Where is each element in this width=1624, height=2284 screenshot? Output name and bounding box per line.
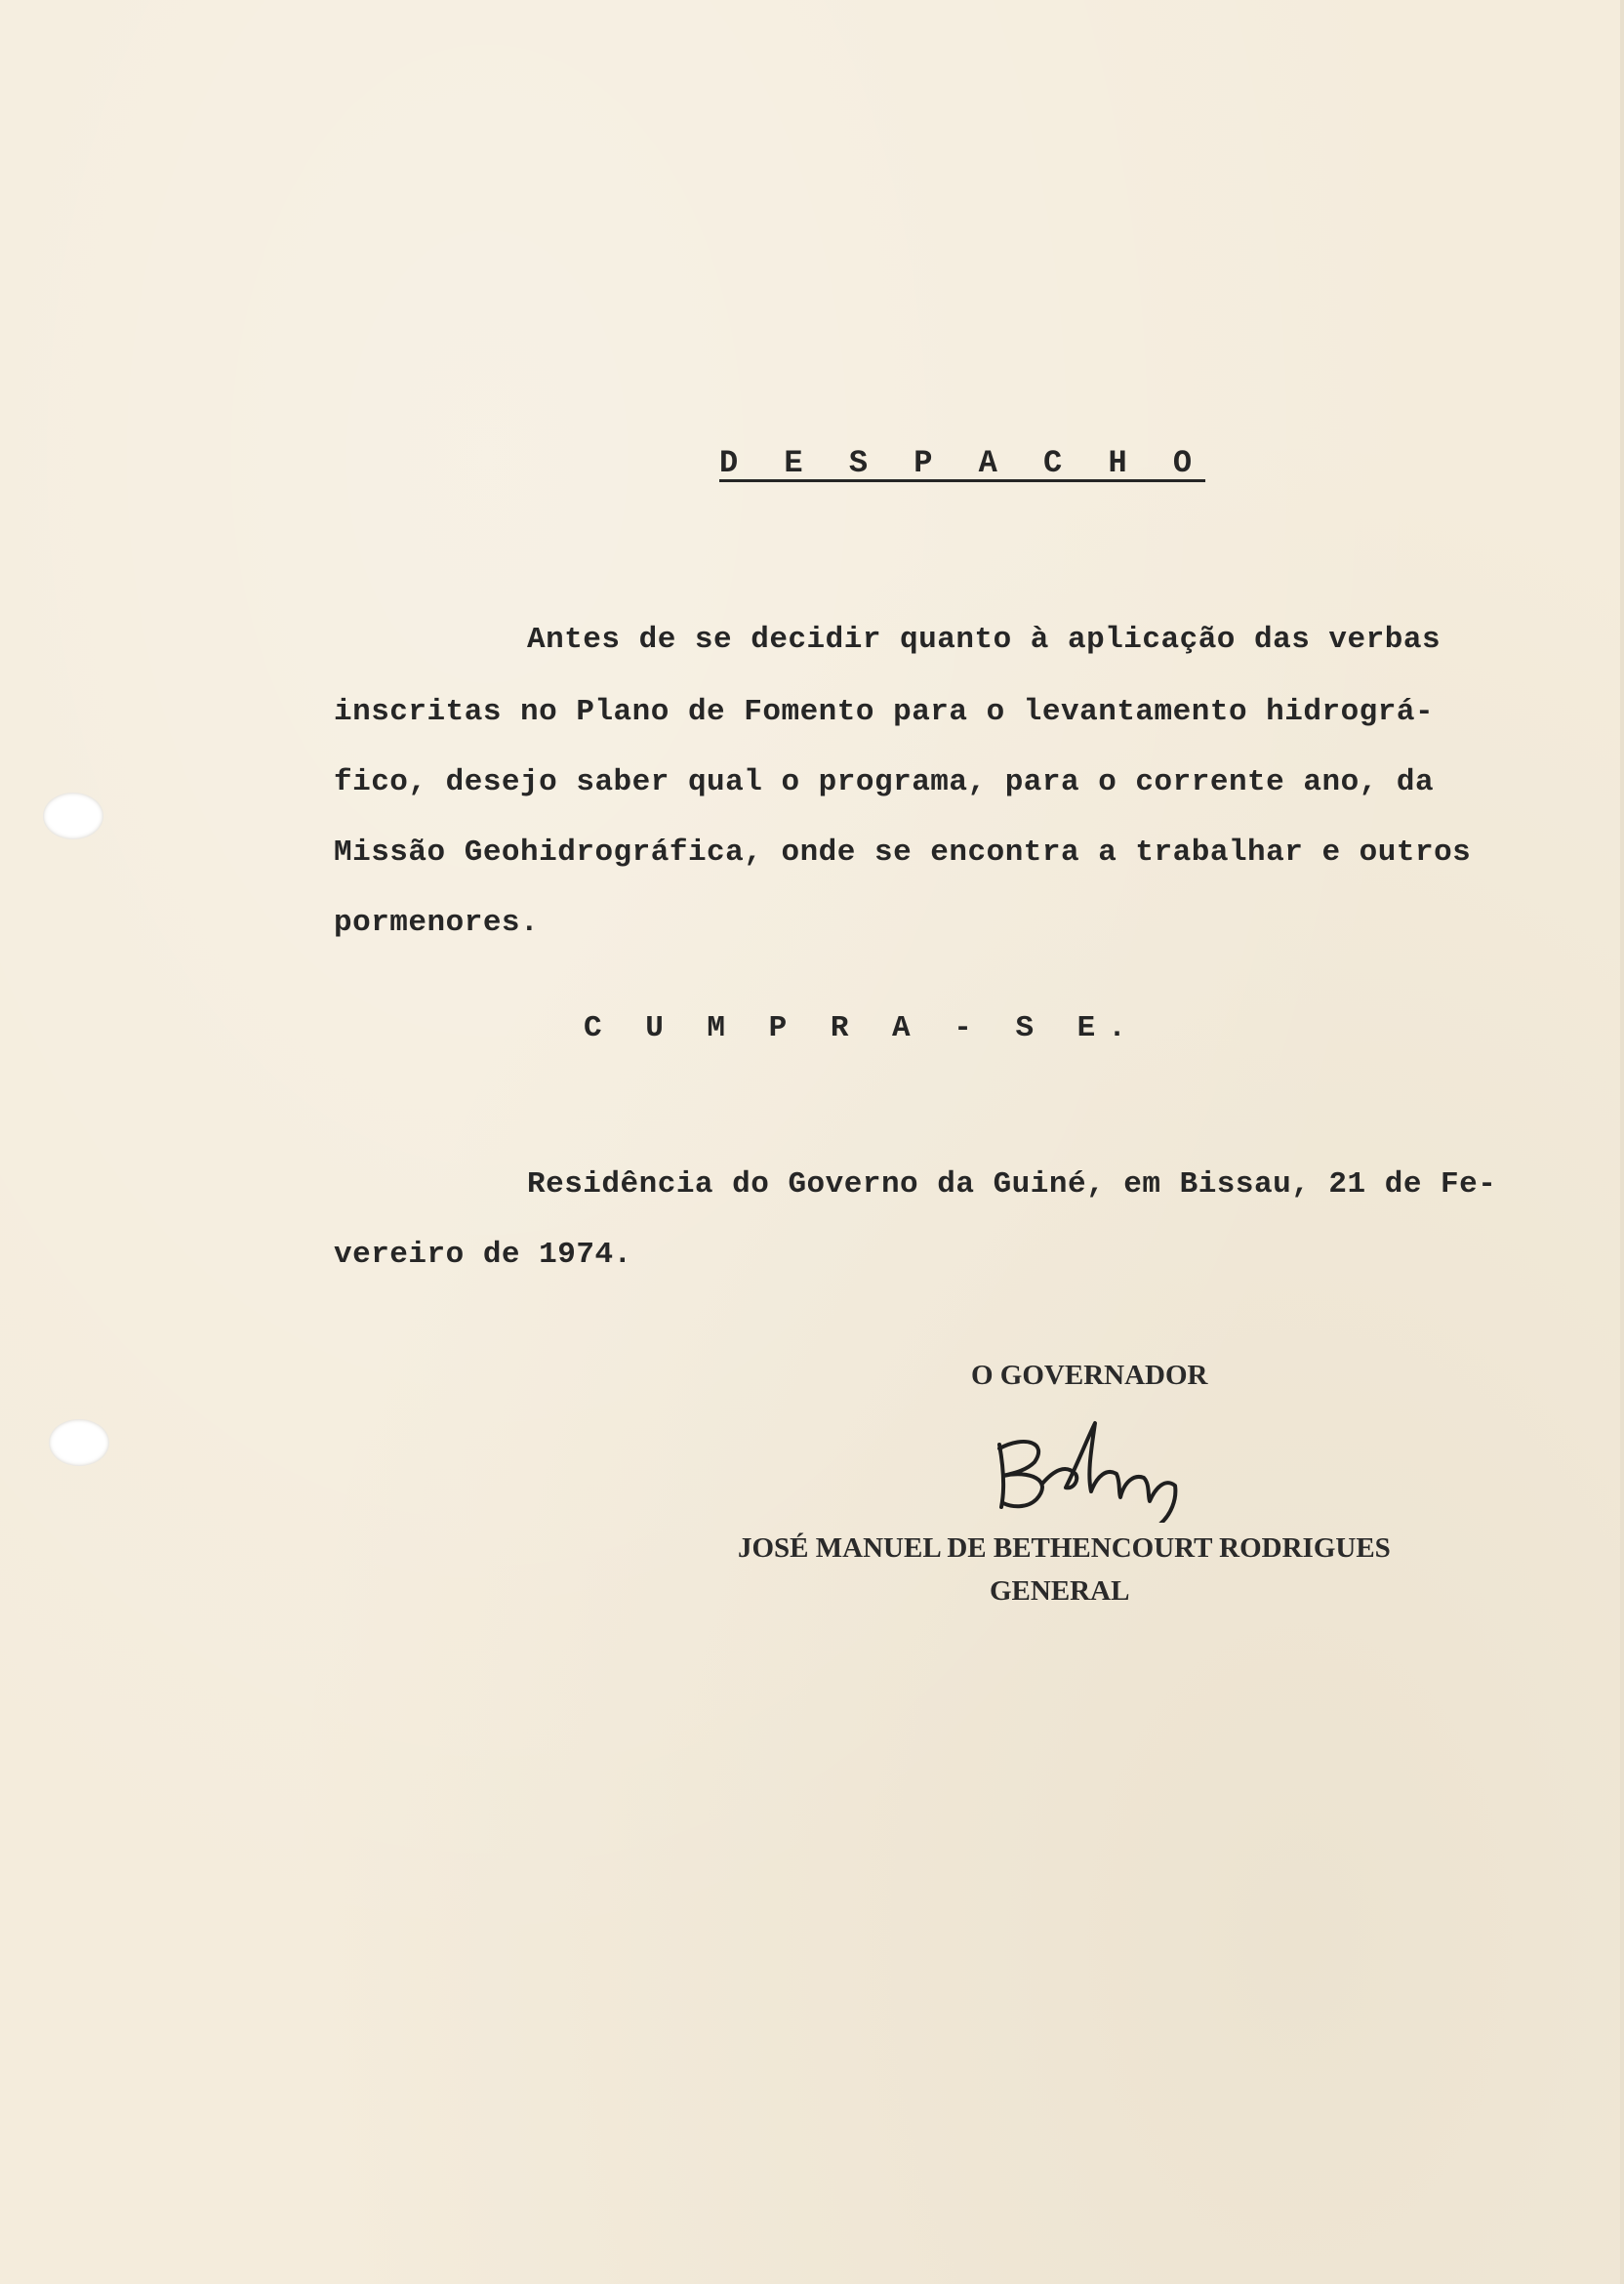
body-line-1: Antes de se decidir quanto à aplicação das verbas [527, 623, 1441, 657]
body-line-3: fico, desejo saber qual o programa, para o corrente ano, da [334, 765, 1435, 799]
body-line-4: Missão Geohidrográfica, onde se encontra a trabalhar e outros [334, 836, 1472, 870]
body-line-5: pormenores. [334, 906, 540, 940]
place-date-line-2: vereiro de 1974. [334, 1238, 632, 1272]
punch-hole-bottom [49, 1419, 109, 1466]
signatory-rank: GENERAL [990, 1575, 1130, 1607]
document-title: D E S P A C H O [719, 445, 1206, 481]
punch-hole-top [43, 793, 103, 839]
page-edge [1620, 0, 1624, 2284]
place-date-line-1: Residência do Governo da Guiné, em Bissau, 21 de Fe- [527, 1167, 1497, 1202]
signatory-name: JOSÉ MANUEL DE BETHENCOURT RODRIGUES [738, 1532, 1391, 1564]
order-line: C U M P R A - S E. [584, 1011, 1139, 1045]
handwritten-signature [986, 1406, 1191, 1523]
body-line-2: inscritas no Plano de Fomento para o levantamento hidrográ- [334, 695, 1435, 729]
signatory-title: O GOVERNADOR [971, 1360, 1208, 1391]
